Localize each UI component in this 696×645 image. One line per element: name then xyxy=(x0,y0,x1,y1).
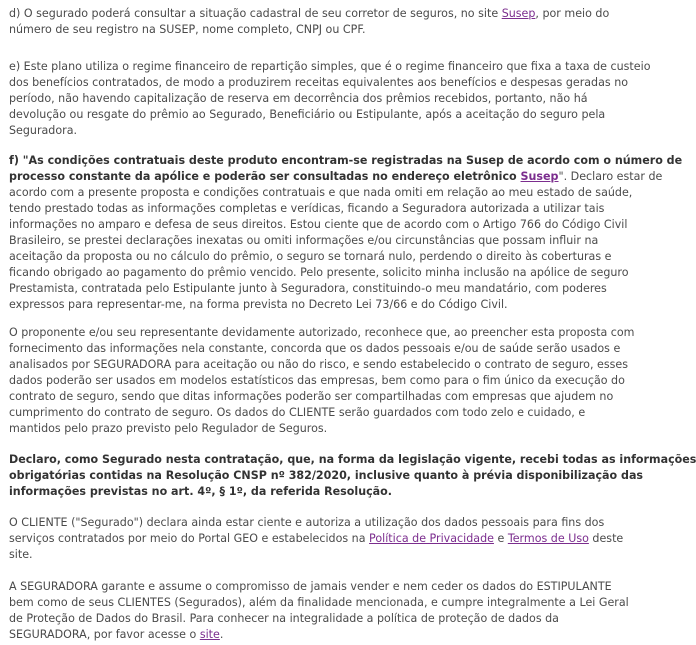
paragraph-e-line: período, não havendo capitalização de reserva em decorrência dos prêmios recebidos, portanto, não há xyxy=(9,92,588,105)
paragraph-e-line: dos benefícios contratados, de modo a produzirem receitas equivalentes aos benefícios e despesas geradas no xyxy=(9,76,629,89)
paragraph-f-line: Prestamista, contratada pelo Estipulante junto à Seguradora, constituindo-o meu mandatário, com poderes xyxy=(9,282,607,295)
paragraph-f-line: aceitação da proposta ou no cálculo do prêmio, o seguro se tornará nulo, perdendo o direito às coberturas e xyxy=(9,250,612,263)
text-segment: e xyxy=(493,532,508,545)
text-segment: d) O segurado poderá consultar a situação cadastral de seu corretor de seguros, no site xyxy=(9,7,502,20)
paragraph-f-line-2 xyxy=(9,169,663,185)
paragraph-seguradora-line-1: A SEGURADORA garante e assume o compromisso de jamais vender e nem ceder os dados do ESTIPULANTE xyxy=(9,580,612,593)
paragraph-f-line: Brasileiro, se prestei declarações inexatas ou omiti informações e/ou circunstâncias que possam influir na xyxy=(9,234,599,247)
text-segment: serviços contratados por meio do Portal GEO e estabelecidos na xyxy=(9,532,370,545)
privacy-policy-link[interactable]: Política de Privacidade xyxy=(369,532,494,545)
paragraph-proponente-line: fornecimento das informações nela constante, concorda que os dados pessoais e/ou de saúde serão usados e xyxy=(9,342,621,355)
paragraph-declaro-line: Declaro, como Segurado nesta contratação, que, na forma da legislação vigente, recebi todas as informações xyxy=(9,453,696,466)
paragraph-proponente-line: cumprimento do contrato de seguro. Os dados do CLIENTE serão guardados com todo zelo e cuidado, e xyxy=(9,406,586,419)
paragraph-f xyxy=(9,153,683,313)
paragraph-d-line-2: número de seu registro na SUSEP, nome completo, CNPJ ou CPF. xyxy=(9,23,366,36)
susep-link[interactable]: Susep xyxy=(520,170,559,183)
paragraph-seguradora xyxy=(9,579,629,643)
paragraph-seguradora-line-3: de Proteção de Dados do Brasil. Para conhecer na integralidade a política de proteção de dados da xyxy=(9,612,559,625)
paragraph-f-line: ficando obrigado ao pagamento do prêmio vencido. Pelo presente, solicito minha inclusão na apólice de seguro xyxy=(9,266,629,279)
text-segment: , por meio do xyxy=(535,7,610,20)
paragraph-d xyxy=(9,6,610,38)
paragraph-f-line: expressos para representar-me, na forma prevista no Decreto Lei 73/66 e do Código Civil. xyxy=(9,298,508,311)
paragraph-proponente-line: mantidos pelo prazo previsto pelo Regulador de Seguros. xyxy=(9,422,328,435)
paragraph-proponente-line: dados poderão ser usados em modelos estatísticos das empresas, bem como para o fim único da execução do xyxy=(9,374,625,387)
paragraph-cliente-line-2 xyxy=(9,531,624,547)
paragraph-d-line-1 xyxy=(9,6,610,22)
paragraph-e-line: e) Este plano utiliza o regime financeiro de repartição simples, que é o regime financeiro que fixa a taxa de custeio xyxy=(9,60,651,73)
paragraph-proponente-line: contrato de seguro, sendo que ditas informações poderão ser compartilhadas com empresas que ajudem no xyxy=(9,390,614,403)
paragraph-cliente xyxy=(9,515,624,563)
paragraph-f-line: acordo com a presente proposta e condições contratuais e que nada omiti em relação ao meu estado de saúde, xyxy=(9,186,633,199)
paragraph-e-line: devolução ou resgate do prêmio ao Segurado, Beneficiário ou Estipulante, após a aceitação do seguro pela xyxy=(9,108,606,121)
paragraph-cliente-line-3: site. xyxy=(9,548,33,561)
paragraph-cliente-line-1: O CLIENTE ("Segurado") declara ainda estar ciente e autoriza a utilização dos dados pessoais para fins dos xyxy=(9,516,605,529)
paragraph-proponente-line: analisados por SEGURADORA para aceitação ou não do risco, e sendo estabelecido o contrato de seguro, esses xyxy=(9,358,629,371)
paragraph-e xyxy=(9,59,651,139)
paragraph-seguradora-line-4 xyxy=(9,627,557,643)
terms-of-use-link[interactable]: Termos de Uso xyxy=(507,532,589,545)
paragraph-proponente xyxy=(9,325,635,437)
paragraph-f-line-1: f) "As condições contratuais deste produto encontram-se registradas na Susep de acordo com o número de xyxy=(9,154,683,167)
paragraph-declaro-line: obrigatórias contidas na Resolução CNSP nº 382/2020, inclusive quanto à prévia disponibilização das xyxy=(9,469,644,482)
paragraph-declaro xyxy=(9,452,696,500)
text-segment: deste xyxy=(588,532,624,545)
paragraph-f-line: informações no amparo e defesa de seus direitos. Estou ciente que de acordo com o Artigo 766 do Código Civil xyxy=(9,218,628,231)
text-segment: ". Declaro estar de xyxy=(558,170,663,183)
susep-link[interactable]: Susep xyxy=(501,7,536,20)
paragraph-f-line: tendo prestado todas as informações completas e verídicas, ficando a Seguradora autorizada a utilizar tais xyxy=(9,202,605,215)
paragraph-e-line: Seguradora. xyxy=(9,124,78,137)
paragraph-seguradora-line-2: bem como de seus CLIENTES (Segurados), além da finalidade mencionada, e cumpre integralmente a Lei Geral xyxy=(9,596,629,609)
paragraph-proponente-line: O proponente e/ou seu representante devidamente autorizado, reconhece que, ao preencher esta proposta com xyxy=(9,326,635,339)
text-segment: processo constante da apólice e poderão ser consultadas no endereço eletrônico xyxy=(9,170,521,183)
text-segment: . xyxy=(219,628,224,641)
text-segment: SEGURADORA, por favor acesse o xyxy=(9,628,200,641)
paragraph-declaro-line: informações previstas no art. 4º, § 1º, da referida Resolução. xyxy=(9,485,392,498)
data-protection-site-link[interactable]: site xyxy=(199,628,220,641)
